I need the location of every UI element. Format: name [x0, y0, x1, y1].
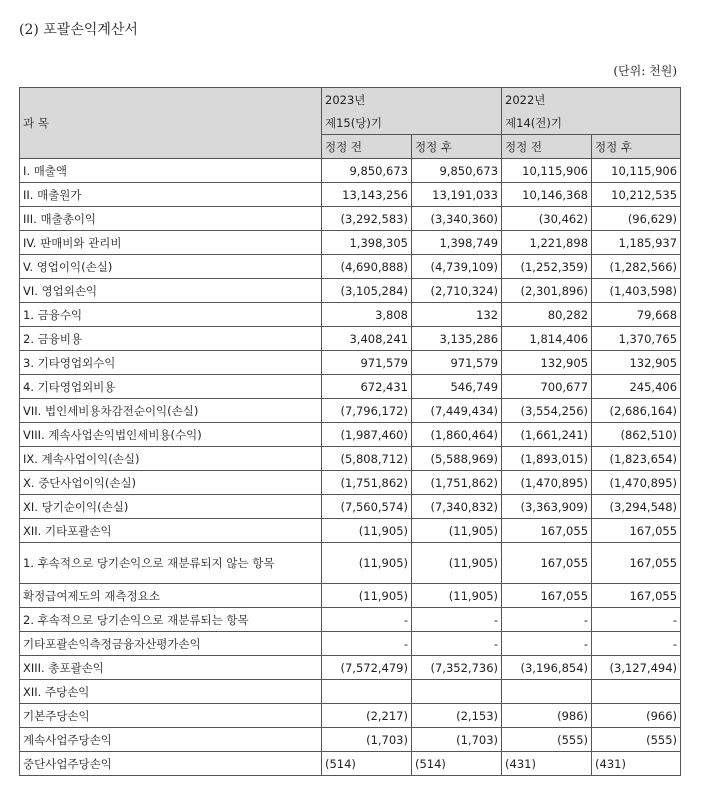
header-period-2022: 제14(전)기	[502, 111, 681, 135]
row-value: 13,143,256	[322, 183, 412, 207]
row-value: (2,153)	[412, 704, 502, 728]
table-row	[20, 399, 681, 423]
row-value: (2,710,324)	[412, 279, 502, 303]
row-value: (30,462)	[502, 207, 592, 231]
table-row	[20, 519, 681, 543]
row-label: XII. 기타포괄손익	[20, 519, 322, 543]
row-value: (11,905)	[412, 543, 502, 584]
row-value: 546,749	[412, 375, 502, 399]
table-row	[20, 183, 681, 207]
row-value: (3,363,909)	[502, 495, 592, 519]
row-value: 10,115,906	[592, 159, 681, 183]
row-value: 3,135,286	[412, 327, 502, 351]
row-value: -	[502, 632, 592, 656]
row-value: (555)	[502, 728, 592, 752]
row-value: 1,185,937	[592, 231, 681, 255]
row-label: VII. 법인세비용차감전순이익(손실)	[20, 399, 322, 423]
table-row	[20, 656, 681, 680]
row-label: 4. 기타영업외비용	[20, 375, 322, 399]
row-value: (1,661,241)	[502, 423, 592, 447]
table-row	[20, 327, 681, 351]
row-value: 132	[412, 303, 502, 327]
row-value: (7,449,434)	[412, 399, 502, 423]
row-value: 971,579	[412, 351, 502, 375]
income-statement-table	[19, 87, 681, 776]
row-value: (11,905)	[412, 584, 502, 608]
row-value: (11,905)	[322, 543, 412, 584]
row-label: V. 영업이익(손실)	[20, 255, 322, 279]
row-value: (4,739,109)	[412, 255, 502, 279]
row-value: (11,905)	[322, 584, 412, 608]
row-value: 132,905	[502, 351, 592, 375]
row-label: 확정급여제도의 재측정요소	[20, 584, 322, 608]
row-value: 10,146,368	[502, 183, 592, 207]
row-value: 9,850,673	[412, 159, 502, 183]
row-value: (1,751,862)	[322, 471, 412, 495]
row-label: I. 매출액	[20, 159, 322, 183]
row-value	[502, 680, 592, 704]
row-value: (1,252,359)	[502, 255, 592, 279]
row-value: (3,340,360)	[412, 207, 502, 231]
row-label: 1. 금융수익	[20, 303, 322, 327]
table-row	[20, 584, 681, 608]
row-label: 2. 금융비용	[20, 327, 322, 351]
header-account: 과 목	[20, 88, 322, 159]
row-value: 1,370,765	[592, 327, 681, 351]
row-value: (2,686,164)	[592, 399, 681, 423]
row-label: 기본주당손익	[20, 704, 322, 728]
table-row	[20, 255, 681, 279]
row-label: 3. 기타영업외수익	[20, 351, 322, 375]
row-value	[592, 680, 681, 704]
table-row	[20, 279, 681, 303]
row-value: -	[592, 632, 681, 656]
table-row	[20, 303, 681, 327]
row-value: 132,905	[592, 351, 681, 375]
row-value: (7,560,574)	[322, 495, 412, 519]
row-value: 3,408,241	[322, 327, 412, 351]
row-value: 10,115,906	[502, 159, 592, 183]
header-2022-after: 정정 후	[592, 135, 681, 159]
row-value: (966)	[592, 704, 681, 728]
table-row	[20, 423, 681, 447]
header-2022-before: 정정 전	[502, 135, 592, 159]
row-value: (2,217)	[322, 704, 412, 728]
table-row	[20, 471, 681, 495]
row-label: XII. 주당손익	[20, 680, 322, 704]
row-value: 79,668	[592, 303, 681, 327]
header-2023-before: 정정 전	[322, 135, 412, 159]
row-value: (431)	[592, 752, 681, 776]
unit-label: (단위: 천원)	[613, 64, 677, 78]
table-row	[20, 495, 681, 519]
row-value: (3,292,583)	[322, 207, 412, 231]
row-label: IV. 판매비와 관리비	[20, 231, 322, 255]
row-value: (2,301,896)	[502, 279, 592, 303]
header-period-2023: 제15(당)기	[322, 111, 502, 135]
row-value: (986)	[502, 704, 592, 728]
row-label: 중단사업주당손익	[20, 752, 322, 776]
row-value: 3,808	[322, 303, 412, 327]
row-value: 245,406	[592, 375, 681, 399]
row-value: (96,629)	[592, 207, 681, 231]
row-value	[412, 680, 502, 704]
table-row	[20, 231, 681, 255]
row-value: 672,431	[322, 375, 412, 399]
row-value: (862,510)	[592, 423, 681, 447]
table-row	[20, 632, 681, 656]
row-value: (7,572,479)	[322, 656, 412, 680]
row-value: -	[412, 632, 502, 656]
row-value: (1,823,654)	[592, 447, 681, 471]
row-label: XIII. 총포괄손익	[20, 656, 322, 680]
row-label: X. 중단사업이익(손실)	[20, 471, 322, 495]
row-value: (1,470,895)	[502, 471, 592, 495]
row-value: 1,221,898	[502, 231, 592, 255]
table-row	[20, 608, 681, 632]
row-value: 80,282	[502, 303, 592, 327]
row-label: 2. 후속적으로 당기손익으로 재분류되는 항목	[20, 608, 322, 632]
row-value: (11,905)	[412, 519, 502, 543]
row-value: (1,860,464)	[412, 423, 502, 447]
row-value: (4,690,888)	[322, 255, 412, 279]
row-value: 971,579	[322, 351, 412, 375]
table-row	[20, 159, 681, 183]
row-value: 167,055	[592, 584, 681, 608]
row-value: 167,055	[502, 543, 592, 584]
row-label: III. 매출총이익	[20, 207, 322, 231]
row-value: 167,055	[502, 584, 592, 608]
row-value	[322, 680, 412, 704]
table-row	[20, 728, 681, 752]
row-label: IX. 계속사업이익(손실)	[20, 447, 322, 471]
row-value: (3,294,548)	[592, 495, 681, 519]
table-row	[20, 704, 681, 728]
row-value: (3,127,494)	[592, 656, 681, 680]
row-value: (1,751,862)	[412, 471, 502, 495]
row-value: 1,814,406	[502, 327, 592, 351]
row-value: (3,105,284)	[322, 279, 412, 303]
row-label: XI. 당기순이익(손실)	[20, 495, 322, 519]
row-value: 167,055	[592, 519, 681, 543]
row-value: 167,055	[592, 543, 681, 584]
row-value: -	[412, 608, 502, 632]
table-row	[20, 447, 681, 471]
row-value: (514)	[322, 752, 412, 776]
row-value: (1,470,895)	[592, 471, 681, 495]
table-row	[20, 207, 681, 231]
row-value: (5,808,712)	[322, 447, 412, 471]
row-value: 10,212,535	[592, 183, 681, 207]
table-row	[20, 752, 681, 776]
row-value: -	[322, 608, 412, 632]
table-row	[20, 375, 681, 399]
row-value: 167,055	[502, 519, 592, 543]
row-value: (1,987,460)	[322, 423, 412, 447]
row-value: 13,191,033	[412, 183, 502, 207]
row-value: 9,850,673	[322, 159, 412, 183]
row-value: (5,588,969)	[412, 447, 502, 471]
row-value: 700,677	[502, 375, 592, 399]
row-value: (431)	[502, 752, 592, 776]
row-value: (1,703)	[322, 728, 412, 752]
row-label: VI. 영업외손익	[20, 279, 322, 303]
row-value: (1,703)	[412, 728, 502, 752]
table-row	[20, 543, 681, 584]
row-value: (7,796,172)	[322, 399, 412, 423]
row-label: 1. 후속적으로 당기손익으로 재분류되지 않는 항목	[20, 543, 322, 584]
row-label: VIII. 계속사업손익법인세비용(수익)	[20, 423, 322, 447]
header-year-2023: 2023년	[322, 88, 502, 112]
row-value: (1,282,566)	[592, 255, 681, 279]
row-value: (1,893,015)	[502, 447, 592, 471]
row-value: -	[322, 632, 412, 656]
row-value: (11,905)	[322, 519, 412, 543]
row-value: (555)	[592, 728, 681, 752]
row-label: 계속사업주당손익	[20, 728, 322, 752]
row-value: (1,403,598)	[592, 279, 681, 303]
row-label: II. 매출원가	[20, 183, 322, 207]
row-value: (7,340,832)	[412, 495, 502, 519]
row-label: 기타포괄손익측정금융자산평가손익	[20, 632, 322, 656]
row-value: (3,554,256)	[502, 399, 592, 423]
row-value: (3,196,854)	[502, 656, 592, 680]
table-row	[20, 351, 681, 375]
row-value: (514)	[412, 752, 502, 776]
row-value: 1,398,749	[412, 231, 502, 255]
header-2023-after: 정정 후	[412, 135, 502, 159]
statement-title: (2) 포괄손익계산서	[19, 22, 138, 38]
row-value: (7,352,736)	[412, 656, 502, 680]
row-value: 1,398,305	[322, 231, 412, 255]
row-value: -	[592, 608, 681, 632]
header-year-2022: 2022년	[502, 88, 681, 112]
row-value: -	[502, 608, 592, 632]
table-row	[20, 680, 681, 704]
